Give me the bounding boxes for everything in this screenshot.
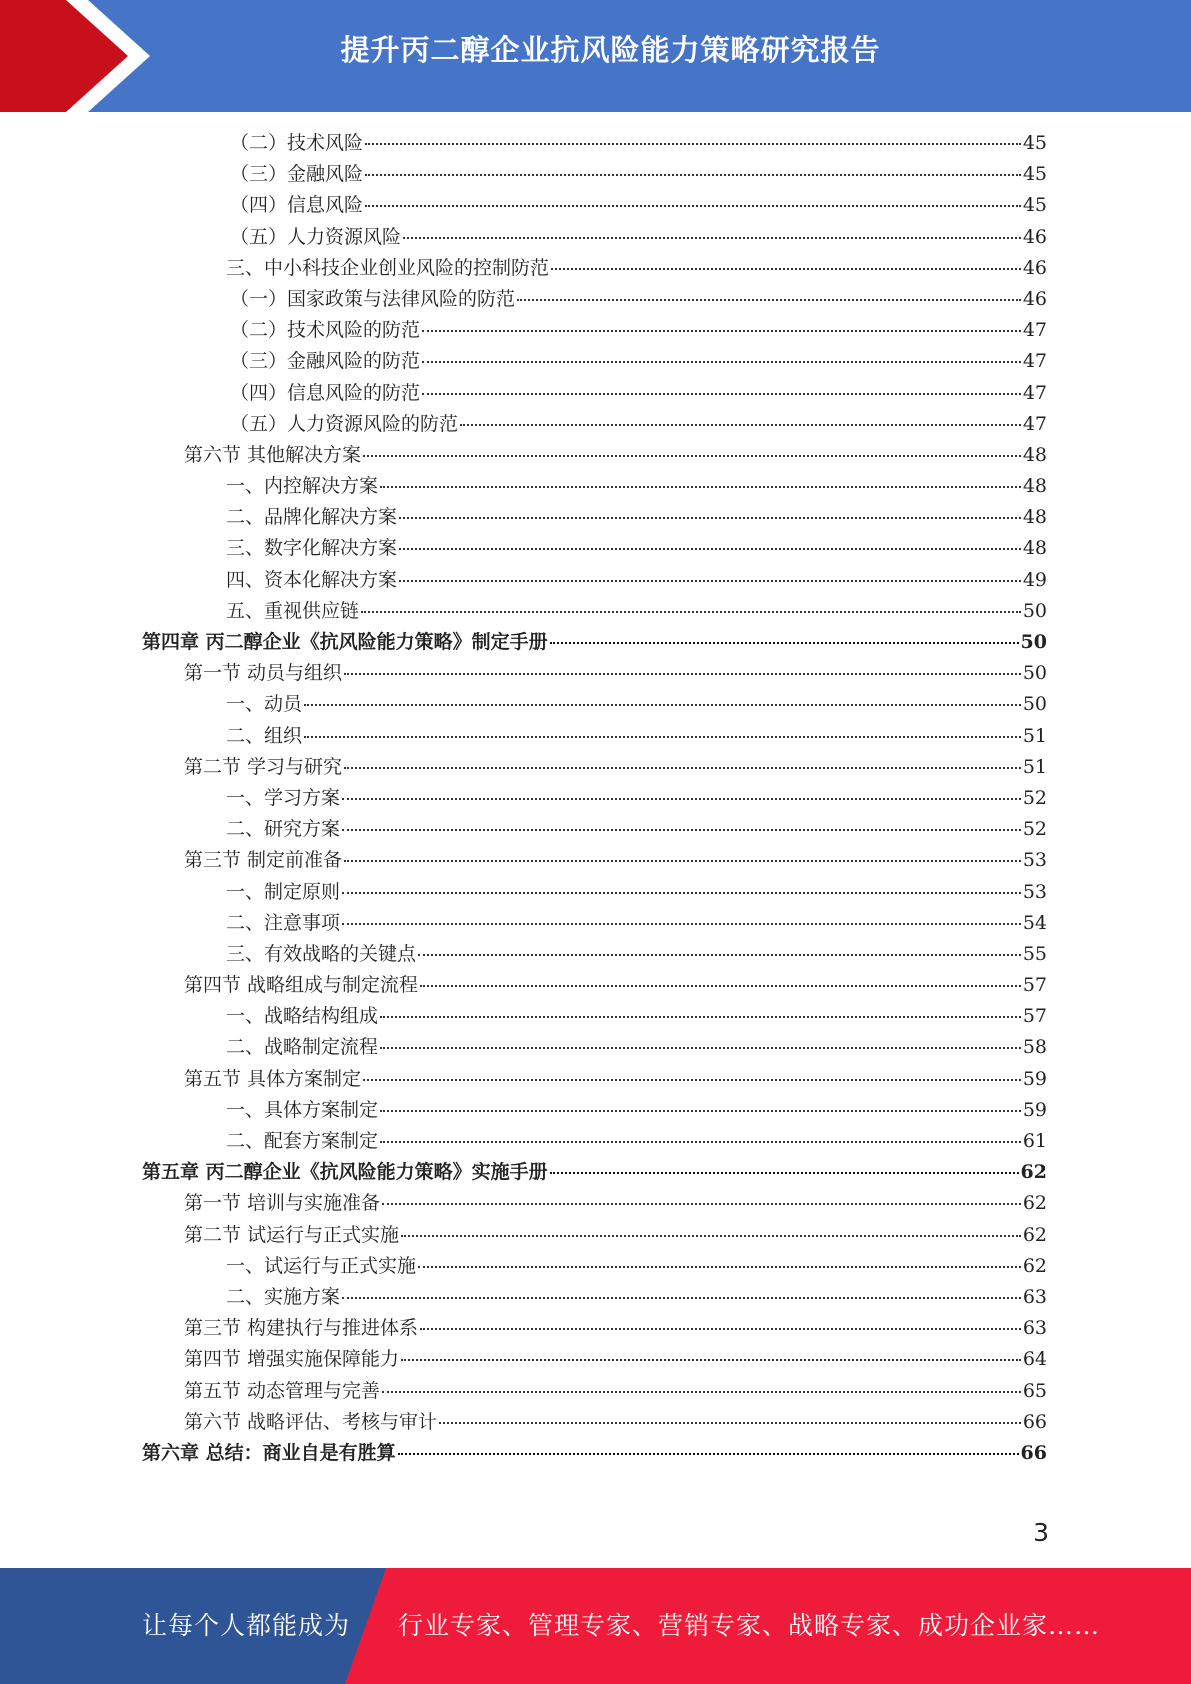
toc-entry[interactable] xyxy=(142,1157,1047,1188)
toc-entry[interactable] xyxy=(142,346,1047,377)
toc-dot-leader xyxy=(344,672,1021,675)
toc-dot-leader xyxy=(403,236,1021,239)
toc-entry-page: 50 xyxy=(1022,599,1047,622)
toc-entry-page: 57 xyxy=(1022,1005,1047,1028)
toc-entry[interactable] xyxy=(142,752,1047,783)
toc-entry-title: 第二节 试运行与正式实施 xyxy=(184,1223,400,1246)
toc-dot-leader xyxy=(380,1015,1021,1018)
toc-dot-leader xyxy=(342,1296,1021,1299)
toc-entry-page: 55 xyxy=(1022,942,1047,965)
toc-entry-title: 四、资本化解决方案 xyxy=(226,568,398,591)
toc-dot-leader xyxy=(418,1265,1021,1268)
toc-entry-page: 54 xyxy=(1022,911,1047,934)
toc-entry-page: 45 xyxy=(1022,132,1047,154)
toc-dot-leader xyxy=(344,859,1021,862)
toc-dot-leader xyxy=(342,797,1021,800)
toc-entry-page: 62 xyxy=(1020,1161,1047,1184)
toc-entry-page: 59 xyxy=(1022,1067,1047,1090)
toc-dot-leader xyxy=(365,142,1021,145)
toc-dot-leader xyxy=(304,703,1021,706)
toc-entry-page: 63 xyxy=(1022,1317,1047,1340)
toc-entry-page: 48 xyxy=(1022,443,1047,466)
toc-entry-page: 52 xyxy=(1022,818,1047,841)
toc-dot-leader xyxy=(551,267,1021,270)
toc-entry-page: 48 xyxy=(1022,506,1047,529)
toc-entry-title: 二、配套方案制定 xyxy=(226,1130,379,1152)
toc-entry[interactable] xyxy=(142,939,1047,970)
toc-entry-page: 62 xyxy=(1022,1192,1047,1215)
toc-entry-title: 第六章 总结：商业自是有胜算 xyxy=(142,1441,396,1464)
toc-dot-leader xyxy=(363,454,1021,457)
page-footer xyxy=(0,1568,1191,1684)
toc-entry[interactable] xyxy=(142,814,1047,845)
toc-entry-title: 一、制定原则 xyxy=(226,880,341,903)
toc-entry-title: 第一节 动员与组织 xyxy=(184,662,343,685)
toc-dot-leader xyxy=(361,610,1021,613)
toc-entry[interactable] xyxy=(142,1220,1047,1251)
toc-dot-leader xyxy=(365,204,1021,207)
toc-dot-leader xyxy=(382,1390,1021,1393)
toc-dot-leader xyxy=(439,1421,1021,1424)
toc-entry[interactable] xyxy=(142,440,1047,471)
toc-entry[interactable] xyxy=(142,471,1047,502)
toc-dot-leader xyxy=(460,423,1021,426)
toc-entry-page: 50 xyxy=(1022,693,1047,716)
toc-entry-title: （三）金融风险的防范 xyxy=(230,350,421,373)
toc-entry-page: 47 xyxy=(1022,319,1047,342)
toc-entry-page: 65 xyxy=(1022,1379,1047,1402)
toc-entry[interactable] xyxy=(142,783,1047,814)
page-header xyxy=(0,0,1191,112)
toc-dot-leader xyxy=(401,1358,1021,1361)
toc-entry-page: 47 xyxy=(1022,412,1047,435)
toc-entry-title: （二）技术风险 xyxy=(230,132,364,154)
toc-dot-leader xyxy=(399,547,1021,550)
toc-entry-page: 50 xyxy=(1022,662,1047,685)
toc-entry-title: 第五节 具体方案制定 xyxy=(184,1067,362,1090)
toc-entry[interactable] xyxy=(142,1126,1047,1157)
toc-entry[interactable] xyxy=(142,970,1047,1001)
toc-entry[interactable] xyxy=(142,1344,1047,1375)
toc-dot-leader xyxy=(342,891,1021,894)
toc-entry-page: 47 xyxy=(1022,381,1047,404)
toc-dot-leader xyxy=(365,173,1021,176)
toc-entry-title: 第五节 动态管理与完善 xyxy=(184,1379,381,1402)
toc-entry-title: 第四节 增强实施保障能力 xyxy=(184,1348,400,1371)
toc-entry[interactable] xyxy=(142,1313,1047,1344)
toc-entry-title: （一）国家政策与法律风险的防范 xyxy=(230,287,516,310)
toc-entry-page: 45 xyxy=(1022,163,1047,186)
toc-entry-title: 二、品牌化解决方案 xyxy=(226,506,398,529)
toc-entry-page: 46 xyxy=(1022,256,1047,279)
toc-entry-page: 58 xyxy=(1022,1036,1047,1059)
toc-entry-page: 53 xyxy=(1022,880,1047,903)
toc-entry-title: 第五章 丙二醇企业《抗风险能力策略》实施手册 xyxy=(142,1161,548,1184)
toc-dot-leader xyxy=(401,1234,1021,1237)
toc-entry[interactable] xyxy=(142,1376,1047,1407)
toc-entry-page: 66 xyxy=(1022,1410,1047,1433)
toc-dot-leader xyxy=(422,329,1021,332)
toc-entry[interactable] xyxy=(142,658,1047,689)
toc-entry[interactable] xyxy=(142,533,1047,564)
toc-entry-page: 57 xyxy=(1022,974,1047,997)
toc-entry-title: 一、动员 xyxy=(226,693,303,716)
toc-entry-page: 45 xyxy=(1022,194,1047,217)
toc-entry-title: 第六节 其他解决方案 xyxy=(184,443,362,466)
toc-entry-page: 47 xyxy=(1022,350,1047,373)
toc-entry-title: 二、战略制定流程 xyxy=(226,1036,379,1059)
toc-dot-leader xyxy=(382,1202,1021,1205)
toc-entry-title: 三、中小科技企业创业风险的控制防范 xyxy=(226,256,550,279)
toc-entry-title: 二、实施方案 xyxy=(226,1285,341,1308)
footer-slogan-right: 行业专家、管理专家、营销专家、战略专家、成功企业家…… xyxy=(398,1611,1101,1640)
toc-entry[interactable] xyxy=(142,128,1047,159)
toc-entry[interactable] xyxy=(142,1407,1047,1438)
toc-dot-leader xyxy=(420,1327,1021,1330)
toc-entry[interactable] xyxy=(142,159,1047,190)
toc-entry[interactable] xyxy=(142,1095,1047,1126)
document-title: 提升丙二醇企业抗风险能力策略研究报告 xyxy=(340,33,881,67)
toc-entry[interactable] xyxy=(142,1032,1047,1063)
toc-dot-leader xyxy=(550,641,1019,644)
toc-entry-title: 二、组织 xyxy=(226,724,303,747)
toc-entry-page: 53 xyxy=(1022,849,1047,872)
toc-entry[interactable] xyxy=(142,1438,1047,1469)
toc-entry[interactable] xyxy=(142,253,1047,284)
toc-entry-title: 三、有效战略的关键点 xyxy=(226,942,417,965)
toc-entry-title: （三）金融风险 xyxy=(230,163,364,186)
toc-entry[interactable] xyxy=(142,689,1047,720)
toc-entry-page: 49 xyxy=(1022,568,1047,591)
table-of-contents xyxy=(142,128,1047,1469)
toc-dot-leader xyxy=(342,922,1021,925)
toc-dot-leader xyxy=(344,766,1021,769)
toc-dot-leader xyxy=(399,579,1021,582)
toc-entry[interactable] xyxy=(142,1064,1047,1095)
toc-entry-title: 二、注意事项 xyxy=(226,911,341,934)
toc-entry[interactable] xyxy=(142,1188,1047,1219)
toc-entry[interactable] xyxy=(142,222,1047,253)
toc-entry[interactable] xyxy=(142,315,1047,346)
toc-dot-leader xyxy=(420,984,1021,987)
toc-entry[interactable] xyxy=(142,845,1047,876)
toc-entry-title: 第六节 战略评估、考核与审计 xyxy=(184,1410,438,1433)
toc-entry-page: 63 xyxy=(1022,1285,1047,1308)
toc-dot-leader xyxy=(380,1140,1021,1143)
toc-entry-title: 一、试运行与正式实施 xyxy=(226,1254,417,1277)
toc-entry[interactable] xyxy=(142,1251,1047,1282)
toc-entry-title: 二、研究方案 xyxy=(226,818,341,841)
toc-entry-title: 一、内控解决方案 xyxy=(226,475,379,498)
toc-dot-leader xyxy=(363,1078,1021,1081)
toc-dot-leader xyxy=(398,1452,1019,1455)
toc-entry-title: 第四章 丙二醇企业《抗风险能力策略》制定手册 xyxy=(142,631,548,653)
toc-entry-page: 62 xyxy=(1022,1254,1047,1277)
toc-entry[interactable] xyxy=(142,1282,1047,1313)
toc-dot-leader xyxy=(550,1171,1019,1174)
toc-entry[interactable] xyxy=(142,627,1047,658)
toc-entry-page: 64 xyxy=(1022,1348,1047,1371)
toc-entry-page: 66 xyxy=(1020,1441,1047,1464)
toc-entry-page: 48 xyxy=(1022,475,1047,498)
toc-entry-page: 61 xyxy=(1022,1130,1047,1152)
toc-entry-page: 51 xyxy=(1022,755,1047,778)
toc-entry-title: （四）信息风险 xyxy=(230,194,364,217)
toc-entry-page: 52 xyxy=(1022,786,1047,809)
toc-entry[interactable] xyxy=(142,721,1047,752)
toc-dot-leader xyxy=(517,298,1021,301)
toc-entry-title: 一、学习方案 xyxy=(226,786,341,809)
toc-entry-title: 第四节 战略组成与制定流程 xyxy=(184,974,419,997)
toc-dot-leader xyxy=(422,360,1021,363)
toc-entry-title: 第三节 构建执行与推进体系 xyxy=(184,1317,419,1340)
toc-entry-title: 第二节 学习与研究 xyxy=(184,755,343,778)
toc-entry-page: 50 xyxy=(1020,631,1047,653)
toc-entry-page: 59 xyxy=(1022,1098,1047,1121)
toc-entry-title: （四）信息风险的防范 xyxy=(230,381,421,404)
toc-entry-title: 第一节 培训与实施准备 xyxy=(184,1192,381,1215)
toc-entry-page: 48 xyxy=(1022,537,1047,560)
toc-dot-leader xyxy=(380,1109,1021,1112)
toc-entry[interactable] xyxy=(142,596,1047,627)
toc-entry[interactable] xyxy=(142,877,1047,908)
toc-entry-page: 51 xyxy=(1022,724,1047,747)
page-number: 3 xyxy=(1033,1518,1049,1547)
toc-entry-title: （五）人力资源风险 xyxy=(230,225,402,248)
toc-entry[interactable] xyxy=(142,1001,1047,1032)
toc-entry[interactable] xyxy=(142,409,1047,440)
toc-entry-title: 第三节 制定前准备 xyxy=(184,849,343,872)
toc-dot-leader xyxy=(399,516,1021,519)
toc-entry-title: 一、战略结构组成 xyxy=(226,1005,379,1028)
toc-entry[interactable] xyxy=(142,378,1047,409)
toc-entry[interactable] xyxy=(142,908,1047,939)
toc-entry[interactable] xyxy=(142,502,1047,533)
toc-entry-title: （二）技术风险的防范 xyxy=(230,319,421,342)
toc-dot-leader xyxy=(304,735,1021,738)
toc-entry[interactable] xyxy=(142,190,1047,221)
toc-entry-title: （五）人力资源风险的防范 xyxy=(230,412,459,435)
toc-entry-page: 62 xyxy=(1022,1223,1047,1246)
toc-entry[interactable] xyxy=(142,565,1047,596)
toc-dot-leader xyxy=(422,392,1021,395)
toc-entry-page: 46 xyxy=(1022,287,1047,310)
footer-slogan-left: 让每个人都能成为 xyxy=(142,1611,351,1640)
toc-entry-title: 三、数字化解决方案 xyxy=(226,537,398,560)
toc-entry-title: 五、重视供应链 xyxy=(226,599,360,622)
toc-dot-leader xyxy=(342,828,1021,831)
toc-entry[interactable] xyxy=(142,284,1047,315)
toc-dot-leader xyxy=(380,1046,1021,1049)
toc-dot-leader xyxy=(380,485,1021,488)
toc-entry-title: 一、具体方案制定 xyxy=(226,1098,379,1121)
toc-dot-leader xyxy=(418,953,1021,956)
toc-entry-page: 46 xyxy=(1022,225,1047,248)
